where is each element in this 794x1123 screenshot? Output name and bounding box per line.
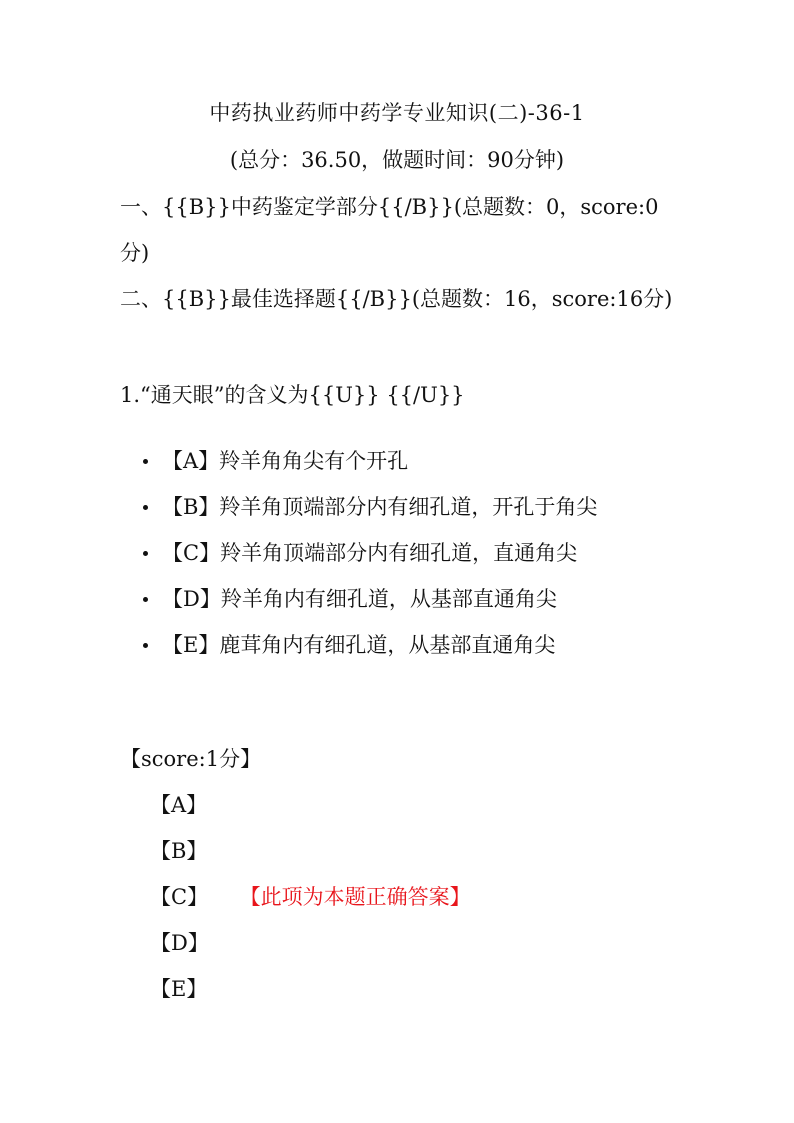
- answer-label: 【D】: [150, 931, 209, 955]
- score-label: 【score:1分】: [120, 747, 262, 771]
- question-text: 1.“通天眼”的含义为{{U}} {{/U}}: [120, 383, 465, 407]
- answer-a: [150, 782, 471, 828]
- answer-e: [150, 966, 471, 1012]
- option-label: 【A】羚羊角角尖有个开孔: [162, 449, 409, 473]
- option-label: 【E】鹿茸角内有细孔道，从基部直通角尖: [162, 633, 556, 657]
- document-subtitle: (总分：36.50，做题时间：90分钟): [229, 148, 565, 172]
- bullet-icon: [143, 505, 148, 510]
- option-a: [140, 438, 597, 484]
- answer-label: 【E】: [150, 977, 208, 1001]
- option-label: 【D】羚羊角内有细孔道，从基部直通角尖: [162, 587, 557, 611]
- section-heading-1: 一、{{B}}中药鉴定学部分{{/B}}(总题数：0，score:0分): [120, 195, 659, 265]
- option-label: 【C】羚羊角顶端部分内有细孔道，直通角尖: [162, 541, 578, 565]
- bullet-icon: [143, 643, 148, 648]
- option-b: [140, 484, 597, 530]
- answer-label: 【C】: [150, 885, 209, 909]
- option-c: [140, 530, 597, 576]
- answer-label: 【B】: [150, 839, 208, 863]
- answer-list: [150, 782, 471, 1012]
- option-label: 【B】羚羊角顶端部分内有细孔道，开孔于角尖: [162, 495, 598, 519]
- answer-d: [150, 920, 471, 966]
- option-e: [140, 622, 597, 668]
- document-title: 中药执业药师中药学专业知识(二)-36-1: [209, 101, 585, 125]
- section-heading-2: 二、{{B}}最佳选择题{{/B}}(总题数：16，score:16分): [120, 287, 673, 311]
- option-list: [140, 438, 597, 668]
- bullet-icon: [143, 551, 148, 556]
- bullet-icon: [143, 459, 148, 464]
- option-d: [140, 576, 597, 622]
- answer-c: [150, 874, 471, 920]
- correct-answer-note: 【此项为本题正确答案】: [250, 885, 471, 909]
- answer-label: 【A】: [150, 793, 208, 817]
- bullet-icon: [143, 597, 148, 602]
- answer-b: [150, 828, 471, 874]
